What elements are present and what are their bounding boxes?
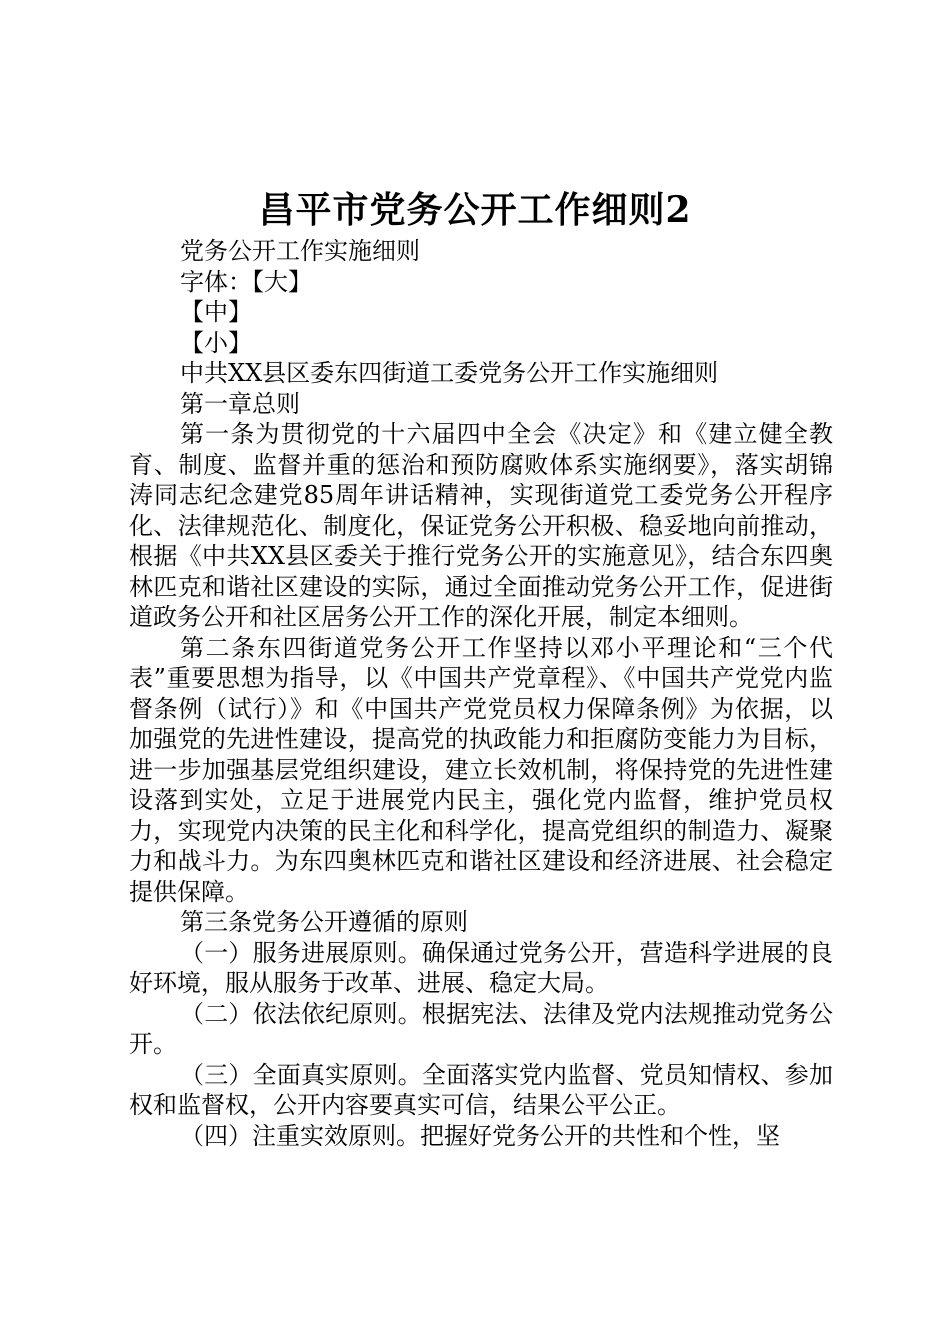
document-body	[129, 236, 833, 1151]
subtitle-paragraph: 党务公开工作实施细则	[180, 237, 420, 265]
principle-3-paragraph: （三）全面真实原则。全面落实党内监督、党员知情权、参加权和监督权，公开内容要真实可信，结果公平公正。	[129, 1060, 833, 1119]
document-title: 昌平市党务公开工作细则2	[258, 189, 692, 231]
article-3-heading: 第三条党务公开遵循的原则	[180, 908, 468, 936]
font-size-medium-option: 【中】	[180, 298, 252, 326]
principle-2-paragraph: （二）依法依纪原则。根据宪法、法律及党内法规推动党务公开。	[129, 999, 833, 1058]
article-2-paragraph: 第二条东四街道党务公开工作坚持以邓小平理论和“三个代表”重要思想为指导，以《中国共产党章程》、《中国共产党党内监督条例（试行）》和《中国共产党党员权力保障条例》为依据，以加强党的先进性建设，提高党的执政能力和拒腐防变能力为目标，进一步加强基层党组织建设，建立长效机制，将保持党的先进性建设落到实处，立足于进展党内民主，强化党内监督，维护党员权力，实现党内决策的民主化和科学化，提高党组织的制造力、凝聚力和战斗力。为东四奥林匹克和谐社区建设和经济进展、社会稳定提供保障。	[129, 633, 833, 906]
document-heading: 中共XX县区委东四街道工委党务公开工作实施细则	[180, 359, 719, 387]
chapter-heading: 第一章总则	[180, 389, 300, 418]
principle-1-paragraph: （一）服务进展原则。确保通过党务公开，营造科学进展的良好环境，服从服务于改革、进展、稳定大局。	[129, 938, 833, 997]
article-1-paragraph: 第一条为贯彻党的十六届四中全会《决定》和《建立健全教育、制度、监督并重的惩治和预防腐败体系实施纲要》，落实胡锦涛同志纪念建党85周年讲话精神，实现街道党工委党务公开程序化、法律规范化、制度化，保证党务公开积极、稳妥地向前推动，根据《中共XX县区委关于推行党务公开的实施意见》，结合东四奥林匹克和谐社区建设的实际，通过全面推动党务公开工作，促进街道政务公开和社区居务公开工作的深化开展，制定本细则。	[129, 420, 833, 631]
font-size-label: 字体：【大】	[180, 267, 312, 296]
principle-4-paragraph: （四）注重实效原则。把握好党务公开的共性和个性，坚	[180, 1121, 780, 1150]
font-size-small-option: 【小】	[180, 328, 252, 357]
